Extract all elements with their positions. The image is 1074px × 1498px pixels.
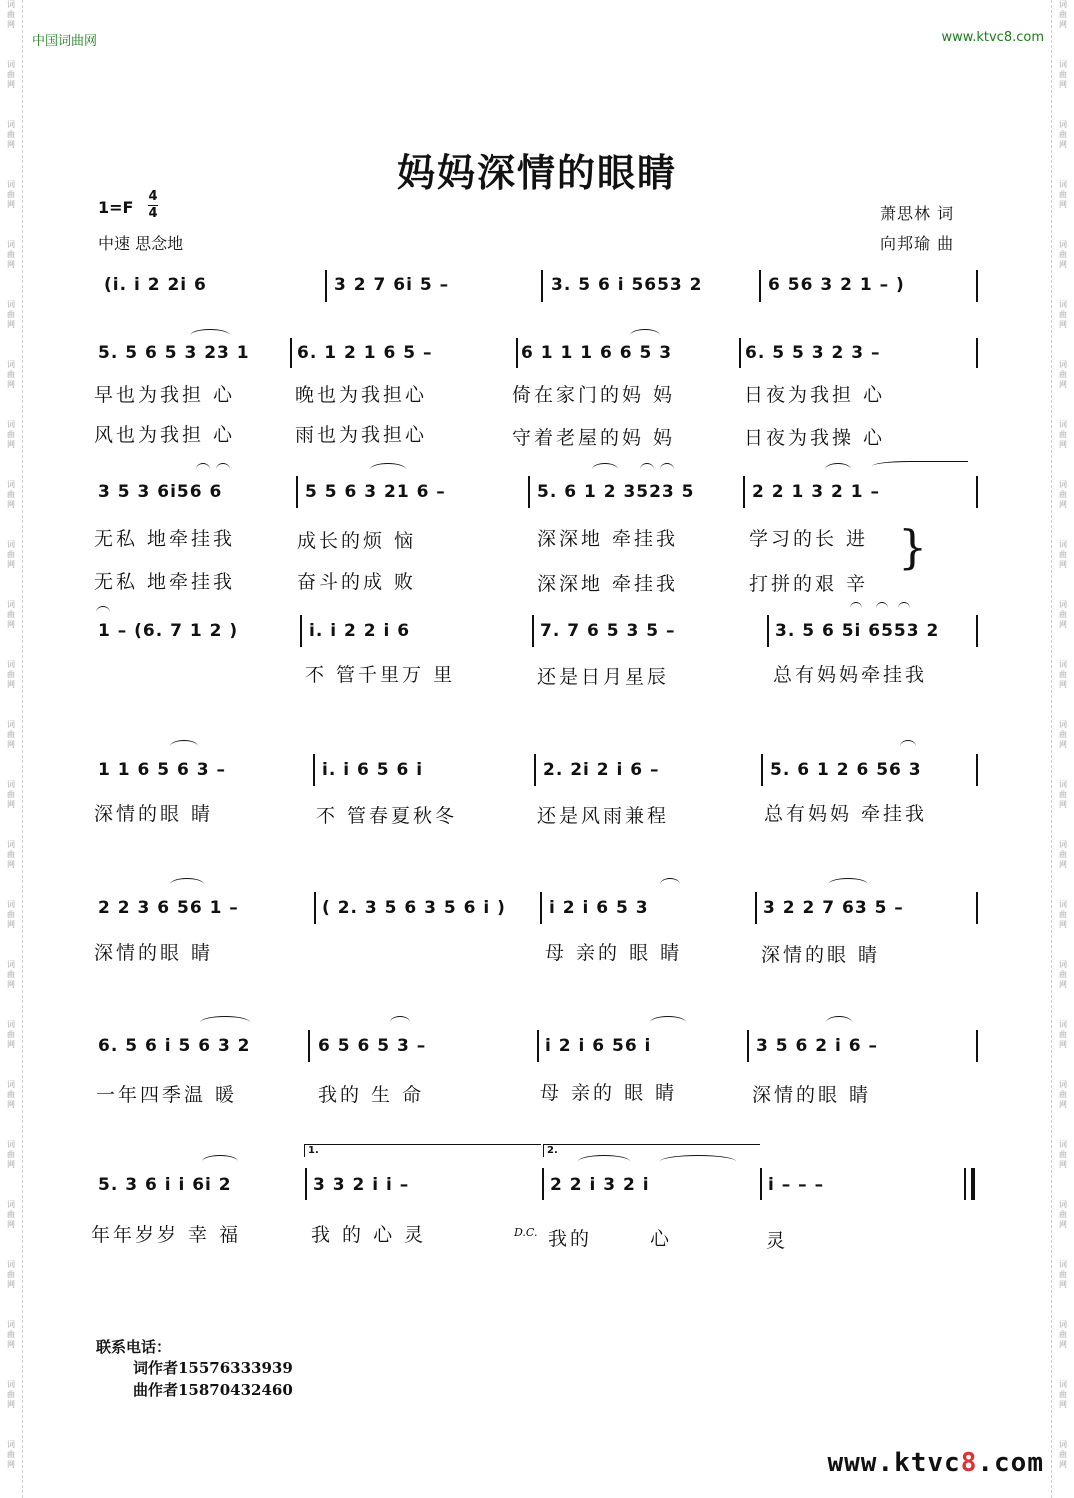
slur [630,329,660,342]
lyric-verse1: 倚在家门的妈 妈 [512,384,676,406]
watermark-text: 词 曲 网 [7,1140,15,1169]
watermark-text: 词 曲 网 [1059,0,1067,29]
lyric-verse1: 晚也为我担心 [295,384,428,406]
barline [537,1030,539,1062]
slur [900,740,916,753]
lyric-verse1: 成长的烦 恼 [297,530,417,552]
lyric-verse2: 日夜为我操 心 [744,427,886,449]
watermark-text: 词 曲 网 [7,240,15,269]
watermark-text: 词 曲 网 [7,420,15,449]
measure: 2 2 3 6 56 1 – [98,898,239,918]
watermark-text: 词 曲 网 [1059,540,1067,569]
measure: (i. i 2 2i 6 [104,275,207,295]
watermark-text: 词 曲 网 [7,180,15,209]
watermark-text: 词 曲 网 [1059,240,1067,269]
lyric-verse2: 无私 地牵挂我 [94,571,236,593]
key-signature: 1=F [98,198,134,217]
slur [370,463,406,476]
barline [976,338,978,368]
lyric-verse2: 深深地 牵挂我 [537,573,679,595]
time-signature [148,190,158,221]
measure: 1 1 6 5 6 3 – [98,760,226,780]
verse-brace: } [898,520,928,574]
barline [305,1168,307,1200]
watermark-text: 词 曲 网 [7,60,15,89]
tie [872,461,968,474]
watermark-text: 词 曲 网 [7,480,15,509]
slur [196,463,210,476]
barline [314,892,316,924]
tie [660,1155,736,1168]
lyric-verse2: 风也为我担 心 [94,424,236,446]
barline [532,615,534,647]
barline [976,270,978,302]
measure: 3 5 3 6i56 6 [98,482,223,502]
measure: 3. 5 6 5i 6553 2 [775,621,940,641]
watermark-text: 词 曲 网 [1059,180,1067,209]
second-ending-label: 2. [547,1145,558,1156]
watermark-text: 词 曲 网 [1059,1440,1067,1469]
lyric-line: 母 亲的 眼 睛 [540,1082,678,1104]
da-capo-marking: D.C. [514,1226,538,1239]
barline [976,615,978,647]
watermark-text: 词 曲 网 [7,840,15,869]
barline [976,892,978,924]
slur [898,602,910,615]
watermark-text: 词 曲 网 [1059,1260,1067,1289]
time-signature-bottom: 4 [148,206,158,221]
watermark-text: 词 曲 网 [1059,900,1067,929]
watermark-text: 词 曲 网 [1059,120,1067,149]
watermark-text: 词 曲 网 [1059,1200,1067,1229]
measure: 6 1 1 1 6 6 5 3 [521,343,673,363]
barline [540,892,542,924]
measure: 3 2 7 6i 5 – [334,275,450,295]
watermark-text: 词 曲 网 [1059,660,1067,689]
measure: 5 5 6 3 21 6 – [305,482,446,502]
watermark-text: 词 曲 网 [1059,1380,1067,1409]
lyric-verse2: 守着老屋的妈 妈 [512,427,676,449]
watermark-text: 词 曲 网 [1059,360,1067,389]
slur [592,463,618,476]
measure: i 2 i 6 56 i [545,1036,652,1056]
slur [828,878,868,891]
lyric-line: 深情的眼 睛 [761,944,881,966]
watermark-text: 词 曲 网 [7,600,15,629]
measure: i. i 2 2 i 6 [309,621,411,641]
watermark-text: 词 曲 网 [1059,720,1067,749]
left-watermark-rail [0,0,23,1498]
measure: 2. 2i 2 i 6 – [543,760,660,780]
measure: 1 – (6. 7 1 2 ) [98,621,239,641]
time-signature-top: 4 [148,189,158,204]
lyric-line: 深情的眼 睛 [94,942,214,964]
lyric-line: 灵 [766,1230,789,1252]
lyric-verse2: 雨也为我担心 [295,424,428,446]
slur [216,463,230,476]
barline [976,476,978,508]
barline [761,754,763,786]
lyric-line: 心 [650,1228,673,1250]
first-ending-bracket [304,1144,541,1157]
watermark-text: 词 曲 网 [1059,300,1067,329]
watermark-text: 词 曲 网 [7,120,15,149]
first-ending-label: 1. [308,1145,319,1156]
slur [876,602,888,615]
final-barline-thick [971,1168,975,1200]
barline [534,754,536,786]
slur [170,878,204,891]
lyric-verse1: 无私 地牵挂我 [94,528,236,550]
slur [200,1016,250,1029]
watermark-text: 词 曲 网 [1059,960,1067,989]
watermark-text: 词 曲 网 [7,360,15,389]
measure: 6. 5 6 i 5 6 3 2 [98,1036,251,1056]
lyric-verse2: 奋斗的成 败 [297,571,417,593]
barline [541,270,543,302]
lyric-verse2: 打拼的艰 辛 [749,573,869,595]
slur [170,740,198,753]
lyric-line: 深情的眼 睛 [752,1084,872,1106]
lyric-line: 总有妈妈 牵挂我 [764,803,928,825]
watermark-text: 词 曲 网 [7,1380,15,1409]
measure: 6. 1 2 1 6 5 – [297,343,433,363]
barline [976,1030,978,1062]
watermark-text: 词 曲 网 [7,1020,15,1049]
measure: 6. 5 5 3 2 3 – [745,343,881,363]
measure: 5. 5 6 5 3 23 1 [98,343,250,363]
slur [202,1155,238,1168]
measure: 7. 7 6 5 3 5 – [540,621,676,641]
lyric-line: 还是日月星辰 [537,666,670,688]
watermark-text: 词 曲 网 [7,960,15,989]
barline [976,754,978,786]
barline [516,338,518,368]
lyric-verse1: 学习的长 进 [749,528,869,550]
watermark-text: 词 曲 网 [7,300,15,329]
lyric-line: 不 管千里万 里 [305,664,456,686]
site-name-link[interactable]: 中国词曲网 [32,34,98,49]
lyricist-credit: 萧思林 词 [880,204,955,223]
lyric-verse1: 早也为我担 心 [94,384,236,406]
slur [660,463,674,476]
lyric-line: 我的 生 命 [318,1084,425,1106]
slur [850,602,862,615]
watermark-text: 词 曲 网 [1059,600,1067,629]
barline [755,892,757,924]
watermark-text: 词 曲 网 [7,1260,15,1289]
song-title: 妈妈深情的眼睛 [396,150,677,195]
measure: 2 2 1 3 2 1 – [752,482,880,502]
watermark-text: 词 曲 网 [1059,1140,1067,1169]
barline [739,338,741,368]
measure: 6 5 6 5 3 – [318,1036,427,1056]
watermark-text: 词 曲 网 [7,1320,15,1349]
slur [640,463,654,476]
tie [578,1155,630,1168]
barline [542,1168,544,1200]
barline [743,476,745,508]
watermark-text: 词 曲 网 [7,540,15,569]
barline [528,476,530,508]
watermark-text: 词 曲 网 [7,900,15,929]
lyric-line: 年年岁岁 幸 福 [91,1224,242,1246]
watermark-text: 词 曲 网 [7,1080,15,1109]
barline [308,1030,310,1062]
watermark-text: 词 曲 网 [1059,420,1067,449]
barline [290,338,292,368]
lyric-line: 还是风雨兼程 [537,805,670,827]
barline [767,615,769,647]
measure: 3. 5 6 i 5653 2 [551,275,703,295]
barline [747,1030,749,1062]
barline [313,754,315,786]
watermark-text: 词 曲 网 [1059,840,1067,869]
composer-credit: 向邦瑜 曲 [880,234,955,253]
barline [296,476,298,508]
lyric-line: 不 管春夏秋冬 [316,805,458,827]
watermark-text: 词 曲 网 [7,0,15,29]
second-ending-bracket [543,1144,760,1157]
watermark-text: 词 曲 网 [1059,1080,1067,1109]
watermark-text: 词 曲 网 [1059,1020,1067,1049]
measure: i – – – [768,1175,825,1195]
site-url-link[interactable]: www.ktvc8.com [941,30,1044,45]
barline [300,615,302,647]
watermark-text: 词 曲 网 [7,1440,15,1469]
measure: 6 56 3 2 1 – ) [768,275,905,295]
slur [660,878,680,891]
measure: 5. 6 1 2 6 56 3 [770,760,922,780]
lyric-line: 我 的 心 灵 [311,1224,427,1246]
measure: i. i 6 5 6 i [322,760,424,780]
barline [760,1168,762,1200]
slur [390,1016,410,1029]
logo-prefix: www.ktvc [827,1448,961,1478]
watermark-text: 词 曲 网 [1059,780,1067,809]
measure: 3 3 2 i i – [313,1175,410,1195]
lyric-line: 一年四季温 暖 [96,1084,238,1106]
right-watermark-rail [1051,0,1074,1498]
lyric-verse1: 日夜为我担 心 [744,384,886,406]
watermark-text: 词 曲 网 [7,1200,15,1229]
logo-suffix: .com [977,1448,1044,1478]
slur [190,329,230,342]
site-logo [827,1448,1044,1478]
composer-phone: 曲作者15870432460 [133,1381,293,1399]
lyric-line: 我的 [548,1228,593,1250]
lyricist-phone: 词作者15576333939 [133,1359,293,1377]
lyric-line: 深情的眼 睛 [94,803,214,825]
measure: 5. 3 6 i i 6i 2 [98,1175,232,1195]
watermark-text: 词 曲 网 [1059,480,1067,509]
measure: ( 2. 3 5 6 3 5 6 i ) [322,898,506,918]
measure: 2 2 i 3 2 i [550,1175,650,1195]
barline [759,270,761,302]
measure: 5. 6 1 2 3523 5 [537,482,695,502]
barline [325,270,327,302]
slur [825,463,851,476]
contact-heading: 联系电话： [96,1338,172,1356]
lyric-verse1: 深深地 牵挂我 [537,528,679,550]
watermark-text: 词 曲 网 [1059,1320,1067,1349]
final-barline-thin [964,1168,966,1200]
measure: 3 5 6 2 i 6 – [756,1036,878,1056]
tempo-marking: 中速 思念地 [98,234,184,253]
watermark-text: 词 曲 网 [7,720,15,749]
measure: 3 2 2 7 63 5 – [763,898,904,918]
watermark-text: 词 曲 网 [7,660,15,689]
slur [826,1016,852,1029]
logo-digit: 8 [960,1448,978,1478]
watermark-text: 词 曲 网 [7,780,15,809]
lyric-line: 母 亲的 眼 睛 [545,942,683,964]
watermark-text: 词 曲 网 [1059,60,1067,89]
tie [96,606,110,619]
lyric-line: 总有妈妈牵挂我 [773,664,928,686]
slur [650,1016,686,1029]
measure: i 2 i 6 5 3 [549,898,649,918]
